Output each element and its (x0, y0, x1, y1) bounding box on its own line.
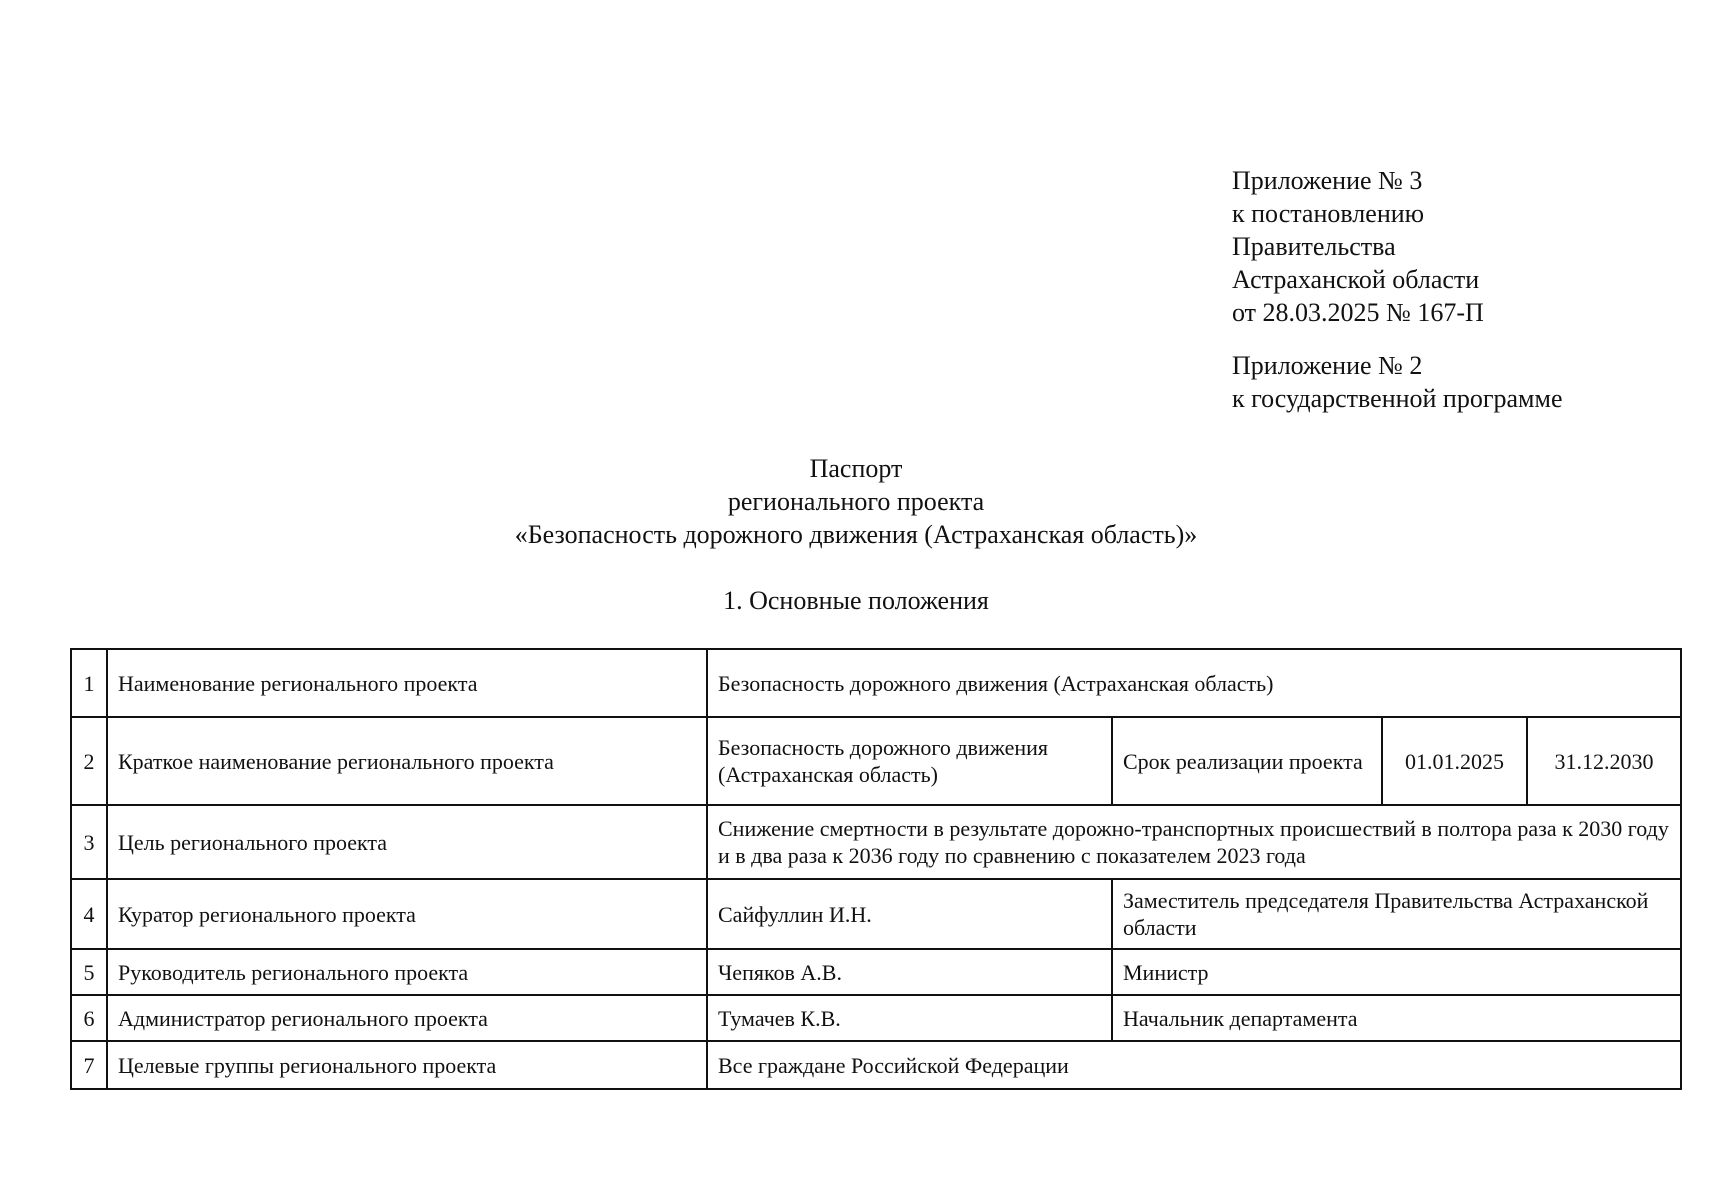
table-row (71, 995, 1681, 1041)
row-number: 5 (71, 949, 107, 995)
table-row (71, 805, 1681, 879)
curator-name: Сайфуллин И.Н. (707, 879, 1112, 949)
appendix-block (1232, 164, 1692, 415)
table-row (71, 649, 1681, 717)
term-label: Срок реализации проекта (1112, 717, 1382, 805)
table-row (71, 1041, 1681, 1089)
administrator-position: Начальник департамента (1112, 995, 1681, 1041)
end-date: 31.12.2030 (1527, 717, 1681, 805)
table-row (71, 949, 1681, 995)
row-label: Целевые группы регионального проекта (107, 1041, 707, 1089)
row-number: 6 (71, 995, 107, 1041)
goal-value: Снижение смертности в результате дорожно-транспортных происшествий в полтора раза к 2030 году и в два раза к 2036 году по сравнению с показателем 2023 года (707, 805, 1681, 879)
row-label: Наименование регионального проекта (107, 649, 707, 717)
appendix-to-resolution: к постановлению (1232, 199, 1425, 228)
appendix-to-program: к государственной программе (1232, 384, 1563, 413)
appendix-resolution-date: от 28.03.2025 № 167-П (1232, 298, 1484, 327)
title-project-name: «Безопасность дорожного движения (Астраханская область)» (514, 520, 1198, 549)
row-label: Краткое наименование регионального проекта (107, 717, 707, 805)
table-row (71, 879, 1681, 949)
appendix-program-number: Приложение № 2 (1232, 351, 1423, 380)
short-name-value: Безопасность дорожного движения (Астраханская область) (707, 717, 1112, 805)
appendix-number: Приложение № 3 (1232, 166, 1423, 195)
head-position: Министр (1112, 949, 1681, 995)
section-heading: 1. Основные положения (723, 586, 989, 615)
project-name-value: Безопасность дорожного движения (Астраханская область) (707, 649, 1681, 717)
row-number: 3 (71, 805, 107, 879)
row-number: 2 (71, 717, 107, 805)
row-number: 7 (71, 1041, 107, 1089)
document-title (0, 452, 1712, 551)
appendix-spacer (1232, 329, 1692, 349)
head-name: Чепяков А.В. (707, 949, 1112, 995)
administrator-name: Тумачев К.В. (707, 995, 1112, 1041)
row-label: Цель регионального проекта (107, 805, 707, 879)
row-label: Куратор регионального проекта (107, 879, 707, 949)
row-label: Администратор регионального проекта (107, 995, 707, 1041)
table-row (71, 717, 1681, 805)
target-groups-value: Все граждане Российской Федерации (707, 1041, 1681, 1089)
row-label: Руководитель регионального проекта (107, 949, 707, 995)
row-number: 1 (71, 649, 107, 717)
curator-position: Заместитель председателя Правительства Астраханской области (1112, 879, 1681, 949)
appendix-government: Правительства (1232, 232, 1396, 261)
passport-table (70, 648, 1682, 1090)
title-passport: Паспорт (809, 454, 903, 483)
start-date: 01.01.2025 (1382, 717, 1527, 805)
title-regional-project: регионального проекта (727, 487, 985, 516)
appendix-region: Астраханской области (1232, 265, 1480, 294)
row-number: 4 (71, 879, 107, 949)
